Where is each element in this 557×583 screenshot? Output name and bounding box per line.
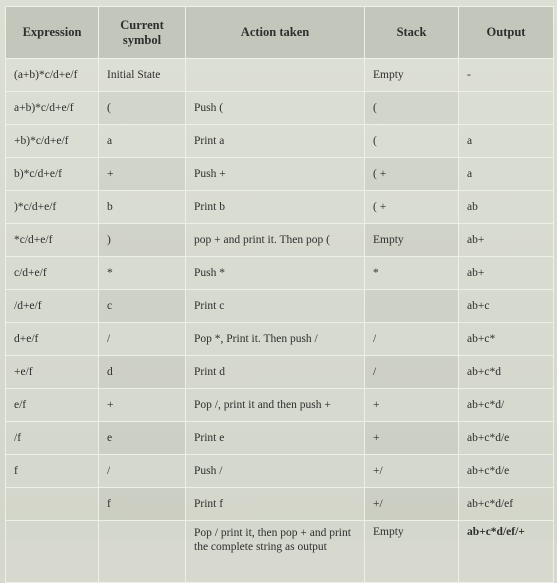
output-cell: ab+c*d/ef [459, 488, 554, 521]
output-cell: ab+c*d/e [459, 422, 554, 455]
stack-cell [365, 290, 459, 323]
expression-cell: b)*c/d+e/f [6, 158, 99, 191]
stack-cell: ( [365, 92, 459, 125]
header-output: Output [459, 7, 554, 59]
stack-cell: ( + [365, 158, 459, 191]
symbol-cell: / [99, 323, 186, 356]
stack-cell: ( + [365, 191, 459, 224]
action-cell: Push + [186, 158, 365, 191]
table-row [6, 158, 554, 191]
table-row [6, 455, 554, 488]
action-cell: Print e [186, 422, 365, 455]
output-cell: ab+c*d/e [459, 455, 554, 488]
stack-cell: * [365, 257, 459, 290]
header-current-symbol: Current symbol [99, 7, 186, 59]
output-cell: a [459, 125, 554, 158]
symbol-cell: * [99, 257, 186, 290]
output-cell: ab+c* [459, 323, 554, 356]
expression-cell: +e/f [6, 356, 99, 389]
expression-cell: a+b)*c/d+e/f [6, 92, 99, 125]
symbol-cell: d [99, 356, 186, 389]
header-expression: Expression [6, 7, 99, 59]
table-row [6, 323, 554, 356]
infix-to-postfix-table [5, 6, 554, 583]
expression-cell: (a+b)*c/d+e/f [6, 59, 99, 92]
expression-cell: c/d+e/f [6, 257, 99, 290]
action-cell: Print d [186, 356, 365, 389]
output-cell: a [459, 158, 554, 191]
table-row [6, 488, 554, 521]
table-row [6, 59, 554, 92]
action-cell: pop + and print it. Then pop ( [186, 224, 365, 257]
action-cell: Push / [186, 455, 365, 488]
symbol-cell: ) [99, 224, 186, 257]
expression-cell: /f [6, 422, 99, 455]
action-cell: Pop / print it, then pop + and print the complete string as output [186, 521, 365, 583]
table-row [6, 521, 554, 583]
symbol-cell: + [99, 158, 186, 191]
expression-cell: )*c/d+e/f [6, 191, 99, 224]
symbol-cell: f [99, 488, 186, 521]
table-row [6, 389, 554, 422]
action-cell: Print f [186, 488, 365, 521]
symbol-cell: c [99, 290, 186, 323]
table-header-row [6, 7, 554, 59]
stack-cell: Empty [365, 521, 459, 583]
output-cell: ab+ [459, 257, 554, 290]
symbol-cell: / [99, 455, 186, 488]
table-row [6, 290, 554, 323]
output-cell: ab+c*d/ef/+ [459, 521, 554, 583]
action-cell: Push * [186, 257, 365, 290]
action-cell [186, 59, 365, 92]
output-cell: - [459, 59, 554, 92]
expression-cell: d+e/f [6, 323, 99, 356]
symbol-cell: e [99, 422, 186, 455]
symbol-cell: b [99, 191, 186, 224]
expression-cell [6, 521, 99, 583]
output-cell: ab+c*d/ [459, 389, 554, 422]
output-cell: ab+c [459, 290, 554, 323]
symbol-cell: ( [99, 92, 186, 125]
symbol-cell [99, 521, 186, 583]
stack-cell: Empty [365, 224, 459, 257]
header-stack: Stack [365, 7, 459, 59]
table-row [6, 92, 554, 125]
stack-cell: +/ [365, 455, 459, 488]
stack-cell: +/ [365, 488, 459, 521]
output-cell: ab+c*d [459, 356, 554, 389]
action-cell: Push ( [186, 92, 365, 125]
expression-cell: /d+e/f [6, 290, 99, 323]
action-cell: Pop /, print it and then push + [186, 389, 365, 422]
expression-cell: e/f [6, 389, 99, 422]
stack-cell: + [365, 389, 459, 422]
action-cell: Print c [186, 290, 365, 323]
header-action-taken: Action taken [186, 7, 365, 59]
table-row [6, 257, 554, 290]
table-row [6, 356, 554, 389]
expression-cell: *c/d+e/f [6, 224, 99, 257]
stack-cell: Empty [365, 59, 459, 92]
output-cell: ab [459, 191, 554, 224]
stack-cell: + [365, 422, 459, 455]
stack-cell: / [365, 323, 459, 356]
symbol-cell: a [99, 125, 186, 158]
action-cell: Print a [186, 125, 365, 158]
expression-cell: f [6, 455, 99, 488]
stack-cell: ( [365, 125, 459, 158]
action-cell: Print b [186, 191, 365, 224]
table-row [6, 422, 554, 455]
table-row [6, 125, 554, 158]
symbol-cell: + [99, 389, 186, 422]
stack-cell: / [365, 356, 459, 389]
expression-cell: +b)*c/d+e/f [6, 125, 99, 158]
table-row [6, 191, 554, 224]
table-row [6, 224, 554, 257]
output-cell: ab+ [459, 224, 554, 257]
output-cell [459, 92, 554, 125]
action-cell: Pop *, Print it. Then push / [186, 323, 365, 356]
expression-cell [6, 488, 99, 521]
symbol-cell: Initial State [99, 59, 186, 92]
